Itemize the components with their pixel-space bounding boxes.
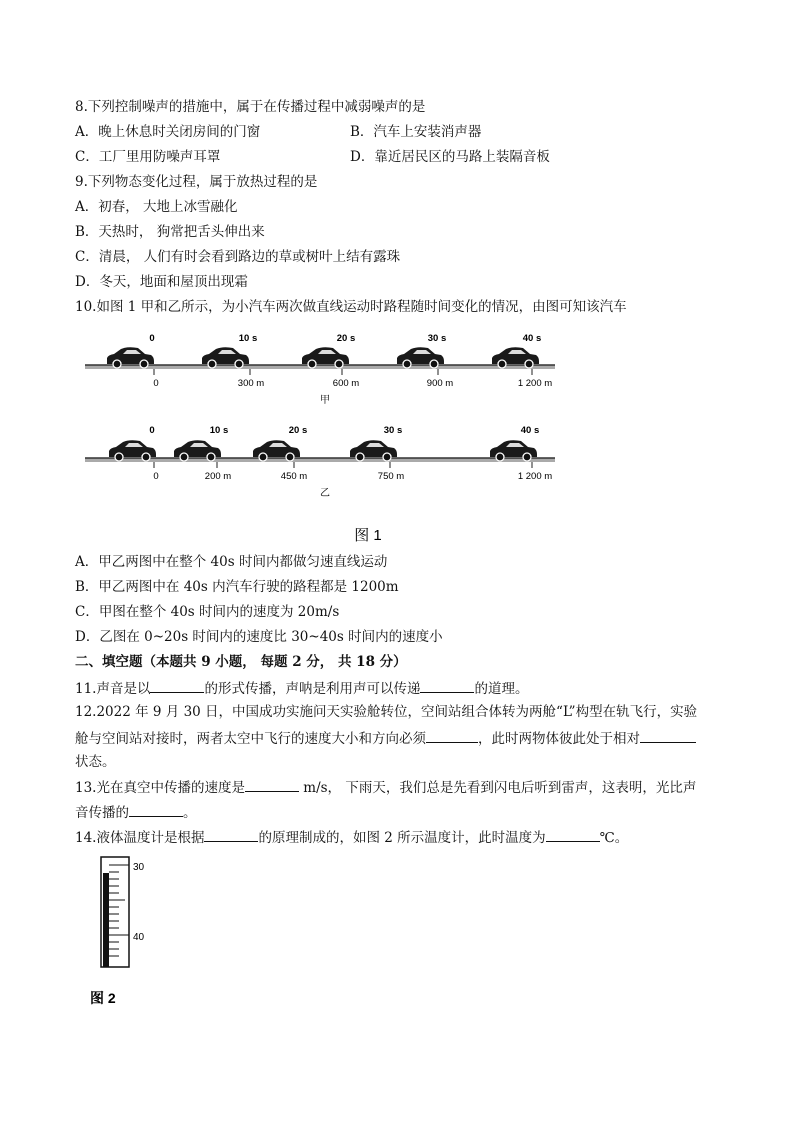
ticks-yi (154, 462, 532, 468)
dist-jia-900: 900 m (426, 378, 454, 389)
time-yi-40: 40 s (520, 425, 540, 436)
distance-labels-jia (153, 378, 552, 389)
dist-jia-600: 600 m (332, 378, 360, 389)
q14-blank-1[interactable] (204, 827, 258, 842)
q13-line-2 (75, 802, 197, 822)
distance-labels-yi (153, 471, 552, 482)
q8-option-d: D．靠近居民区的马路上装隔音板 (350, 149, 550, 165)
q11-part-3: 的道理。 (474, 681, 529, 697)
q10-option-c: C．甲图在整个 40s 时间内的速度为 20m/s (75, 604, 340, 620)
q12-line-3: 状态。 (75, 754, 116, 770)
dist-jia-0: 0 (153, 378, 159, 389)
figure-2 (85, 855, 175, 1015)
time-jia-0: 0 (149, 333, 155, 344)
q9-option-d: D．冬天，地面和屋顶出现霜 (75, 274, 248, 290)
figure-1 (80, 325, 560, 555)
q8-option-b: B．汽车上安装消声器 (350, 124, 482, 140)
q14 (75, 827, 628, 847)
q11-part-2: 的形式传播，声呐是利用声可以传递 (204, 681, 421, 697)
dist-yi-200: 200 m (204, 471, 232, 482)
q11-part-1: 11.声音是以 (75, 681, 151, 697)
q13-part-1: 13.光在真空中传播的速度是 (75, 780, 245, 796)
q13-blank-2[interactable] (129, 802, 183, 817)
dist-yi-1200: 1 200 m (517, 471, 553, 482)
dist-jia-1200: 1 200 m (517, 378, 553, 389)
q14-part-3: ℃。 (599, 830, 629, 846)
q12-line-1: 12.2022 年 9 月 30 日，中国成功实施问天实验舱转位，空间站组合体转为两舱“L”构型在轨飞行，实验 (75, 704, 698, 720)
q13-part-4: 。 (183, 805, 197, 821)
time-jia-20: 20 s (336, 333, 356, 344)
q14-blank-2[interactable] (546, 827, 600, 842)
thermometer-label-30: 30 (133, 862, 145, 873)
road-yi (85, 458, 555, 462)
q12-part-1: 舱与空间站对接时，两者太空中飞行的速度大小和方向必须 (75, 731, 426, 747)
thermometer-label-40: 40 (133, 932, 145, 943)
q13-line-1 (75, 777, 696, 797)
q9-option-c: C．清晨， 人们有时会看到路边的草或树叶上结有露珠 (75, 249, 401, 265)
thermometer-liquid-column (103, 873, 109, 967)
q12-blank-2[interactable] (640, 728, 696, 743)
road-jia (85, 365, 555, 369)
time-labels-yi (149, 425, 539, 436)
time-labels-jia (149, 333, 541, 344)
q13-blank-1[interactable] (245, 777, 299, 792)
q12-line-2 (75, 728, 696, 748)
q9-option-a: A．初春， 大地上冰雪融化 (75, 199, 238, 215)
time-yi-10: 10 s (209, 425, 229, 436)
dist-jia-300: 300 m (237, 378, 265, 389)
q12-blank-1[interactable] (426, 728, 478, 743)
figure-2-caption: 图 2 (90, 990, 116, 1006)
time-jia-30: 30 s (427, 333, 447, 344)
q8-stem: 8.下列控制噪声的措施中，属于在传播过程中减弱噪声的是 (75, 99, 426, 115)
time-jia-10: 10 s (238, 333, 258, 344)
q10-stem: 10.如图 1 甲和乙所示，为小汽车两次做直线运动时路程随时间变化的情况，由图可知该汽车 (75, 299, 627, 315)
q13-part-3: 音传播的 (75, 805, 129, 821)
dist-yi-750: 750 m (377, 471, 405, 482)
q14-part-2: 的原理制成的，如图 2 所示温度计，此时温度为 (258, 830, 546, 846)
q10-option-a: A．甲乙两图中在整个 40s 时间内都做匀速直线运动 (75, 554, 388, 570)
label-jia: 甲 (320, 395, 330, 406)
q8-option-c: C．工厂里用防噪声耳罩 (75, 149, 221, 165)
time-jia-40: 40 s (522, 333, 542, 344)
q11 (75, 678, 528, 698)
label-yi: 乙 (320, 488, 330, 499)
time-yi-30: 30 s (383, 425, 403, 436)
q11-blank-2[interactable] (420, 678, 474, 693)
q9-stem: 9.下列物态变化过程，属于放热过程的是 (75, 174, 318, 190)
time-yi-20: 20 s (288, 425, 308, 436)
ticks-jia (154, 369, 532, 375)
q11-blank-1[interactable] (150, 678, 204, 693)
time-yi-0: 0 (149, 425, 155, 436)
q14-part-1: 14.液体温度计是根据 (75, 830, 205, 846)
q13-part-2: m/s， 下雨天，我们总是先看到闪电后听到雷声，这表明，光比声 (298, 780, 697, 796)
q9-option-b: B．天热时， 狗常把舌头伸出来 (75, 224, 265, 240)
dist-yi-450: 450 m (280, 471, 308, 482)
q10-option-d: D．乙图在 0~20s 时间内的速度比 30~40s 时间内的速度小 (75, 629, 443, 645)
figure-1-caption: 图 1 (354, 527, 382, 544)
q12-part-2: ，此时两物体彼此处于相对 (478, 731, 640, 747)
q8-option-a: A．晚上休息时关闭房间的门窗 (75, 124, 261, 140)
dist-yi-0: 0 (153, 471, 159, 482)
q10-option-b: B．甲乙两图中在 40s 内汽车行驶的路程都是 1200m (75, 579, 399, 595)
section-2-title: 二、填空题（本题共 9 小题， 每题 2 分， 共 18 分） (75, 654, 407, 670)
